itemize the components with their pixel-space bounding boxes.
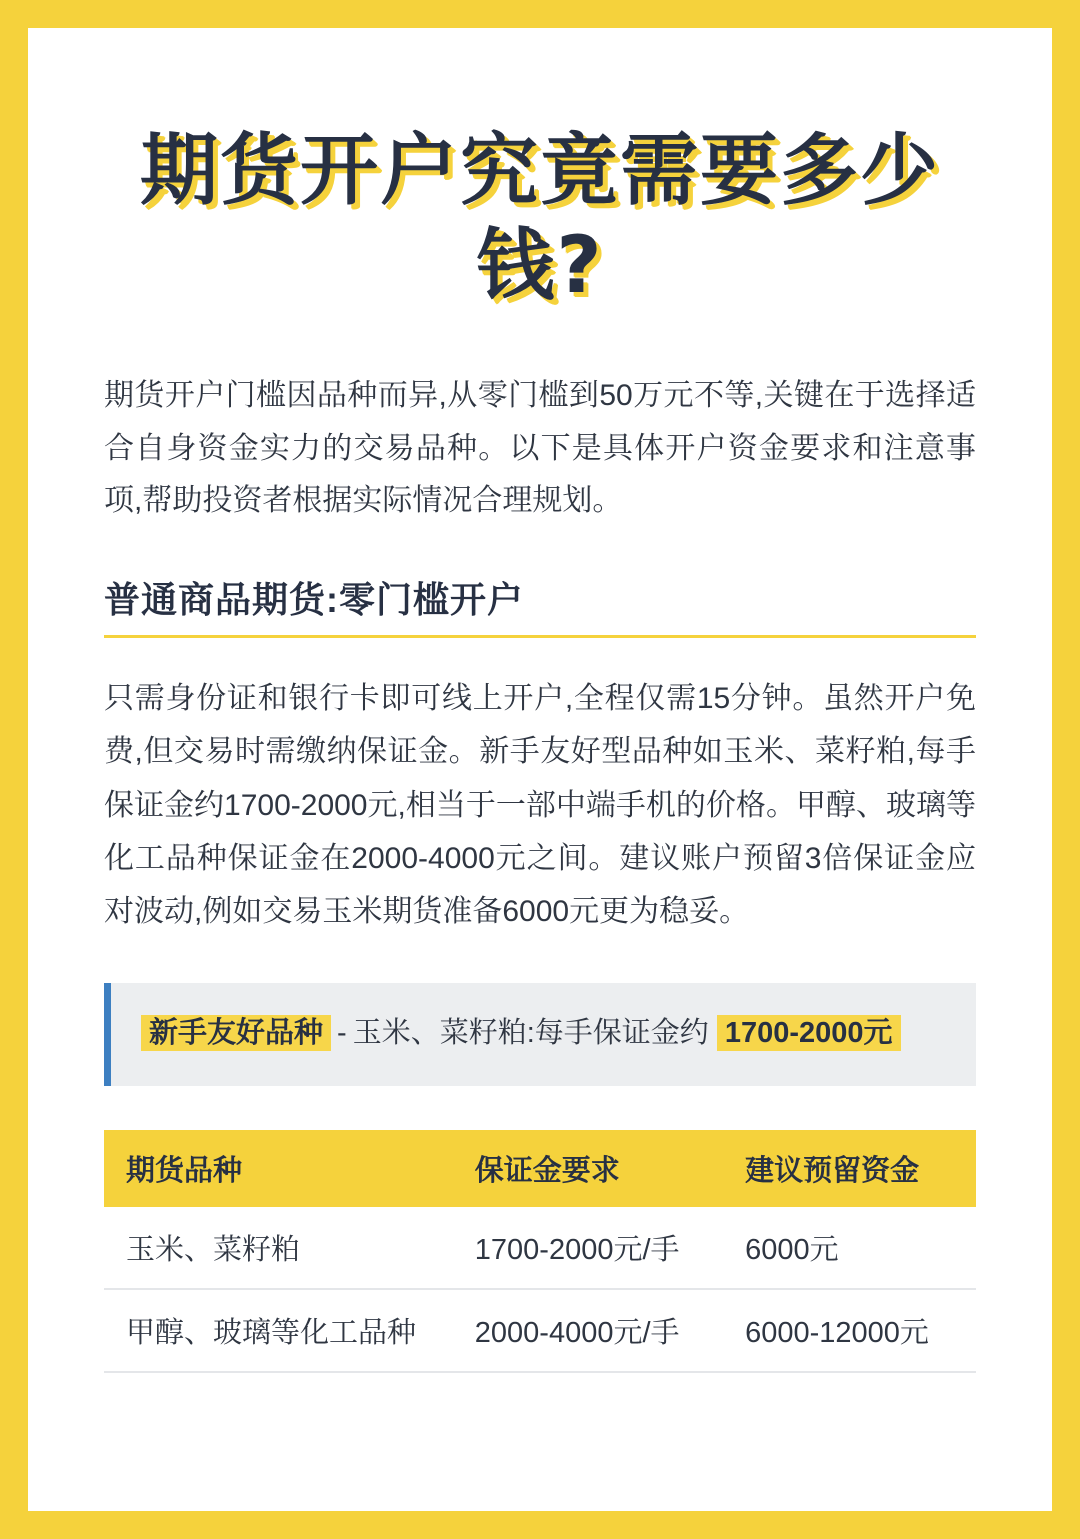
heading-divider [104, 635, 976, 638]
table-row [104, 1207, 976, 1289]
table-body [104, 1207, 976, 1372]
margin-requirements-table [104, 1130, 976, 1373]
callout-text: 玉米、菜籽粕:每手保证金约 [352, 1016, 709, 1049]
table-row [104, 1289, 976, 1372]
callout-highlight: 1700-2000元 [717, 1015, 901, 1051]
column-header-product: 期货品种 [104, 1130, 453, 1207]
column-header-reserve: 建议预留资金 [723, 1130, 976, 1207]
section-body: 只需身份证和银行卡即可线上开户,全程仅需15分钟。虽然开户免费,但交易时需缴纳保证金。新手友好型品种如玉米、菜籽粕,每手保证金约1700-2000元,相当于一部中端手机的价格。甲醇、玻璃等化工品种保证金在2000-4000元之间。建议账户预留3倍保证金应对波动,例如交易玉米期货准备6000元更为稳妥。 [104, 681, 976, 929]
cell-margin: 2000-4000元/手 [453, 1289, 723, 1372]
article-content [28, 28, 1052, 1413]
article-card [28, 28, 1052, 1511]
intro-paragraph: 期货开户门槛因品种而异,从零门槛到50万元不等,关键在于选择适合自身资金实力的交易品种。以下是具体开户资金要求和注意事项,帮助投资者根据实际情况合理规划。 [104, 379, 976, 518]
column-header-margin: 保证金要求 [453, 1130, 723, 1207]
page-title: 期货开户究竟需要多少钱? [139, 126, 940, 312]
callout-dash: - [337, 1016, 347, 1049]
cell-margin: 1700-2000元/手 [453, 1207, 723, 1289]
callout-tag: 新手友好品种 [141, 1015, 331, 1051]
table-header [104, 1130, 976, 1207]
cell-reserve: 6000-12000元 [723, 1289, 976, 1372]
section-heading: 普通商品期货:零门槛开户 [104, 578, 524, 620]
cell-product: 玉米、菜籽粕 [104, 1207, 453, 1289]
cell-product: 甲醇、玻璃等化工品种 [104, 1289, 453, 1372]
cell-reserve: 6000元 [723, 1207, 976, 1289]
callout-box [104, 983, 976, 1086]
table-header-row [104, 1130, 976, 1207]
